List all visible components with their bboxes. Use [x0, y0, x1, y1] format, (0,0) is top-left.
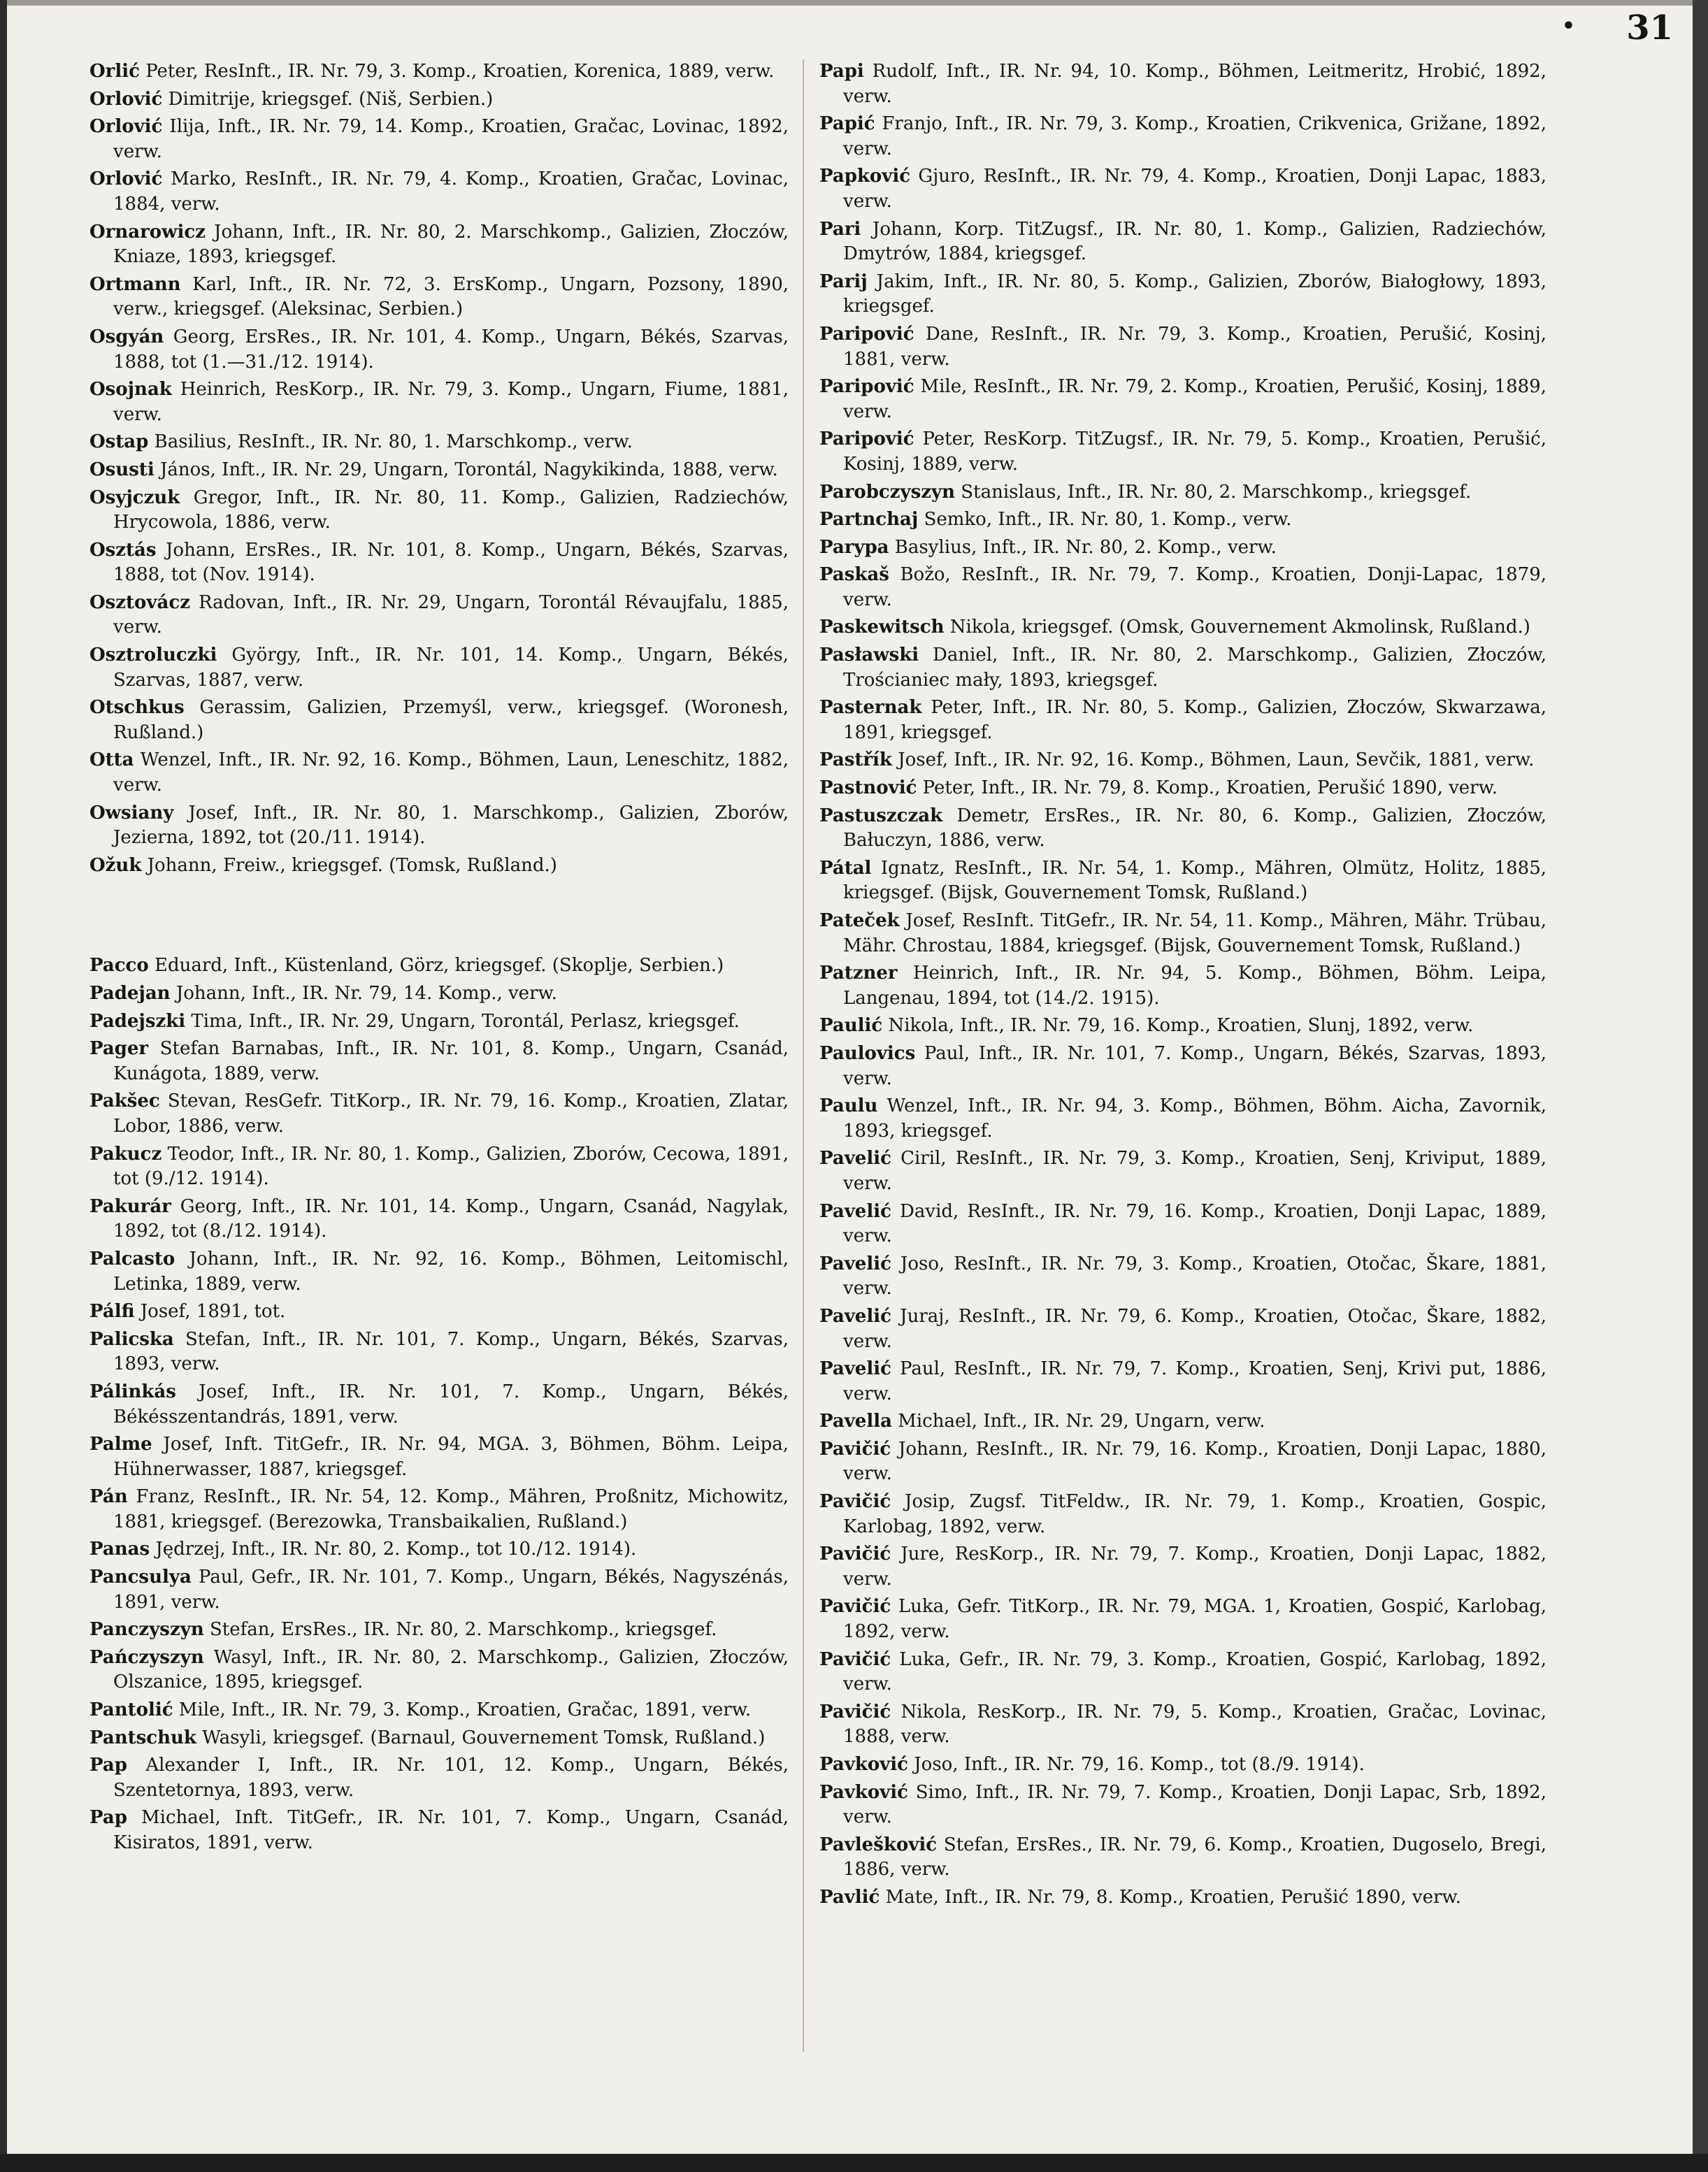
entry-surname: Pańczyszyn: [89, 1646, 204, 1668]
register-entry: [819, 322, 1546, 372]
entry-surname: Otta: [89, 749, 134, 771]
register-entry: [89, 538, 789, 588]
entry-details: Joso, ResInft., IR. Nr. 79, 3. Komp., Kroatien, Otočac, Škare, 1881, verw.: [843, 1253, 1546, 1300]
entry-surname: Padejan: [89, 983, 171, 1004]
entry-details: Georg, Inft., IR. Nr. 101, 14. Komp., Ungarn, Csanád, Nagylak, 1892, tot (8./12. 1914).: [113, 1195, 789, 1242]
register-entry: [89, 1698, 789, 1723]
register-entry: [89, 981, 789, 1007]
entry-details: Peter, Inft., IR. Nr. 80, 5. Komp., Galizien, Złoczów, Skwarzawa, 1891, kriegsgef.: [843, 697, 1546, 743]
entry-surname: Pari: [819, 218, 861, 240]
entry-surname: Pasternak: [819, 697, 922, 719]
entry-surname: Paripović: [819, 429, 914, 450]
entry-details: Johann, ResInft., IR. Nr. 79, 16. Komp., Kroatien, Donji Lapac, 1880, verw.: [843, 1438, 1546, 1485]
register-entry: [819, 1357, 1546, 1407]
page-mark: •: [1561, 14, 1575, 38]
entry-details: Stefan, ErsRes., IR. Nr. 79, 6. Komp., Kroatien, Dugoselo, Bregi, 1886, verw.: [843, 1834, 1546, 1880]
entry-details: Ciril, ResInft., IR. Nr. 79, 3. Komp., Kroatien, Senj, Kriviput, 1889, verw.: [843, 1148, 1546, 1194]
entry-surname: Pálinkás: [89, 1381, 176, 1402]
entry-surname: Osusti: [89, 459, 155, 480]
section-gap: [89, 881, 789, 954]
entry-surname: Pap: [89, 1807, 127, 1829]
entry-surname: Pavlić: [819, 1886, 880, 1908]
entry-details: Josef, Inft., IR. Nr. 80, 1. Marschkomp., Galizien, Zborów, Jezierna, 1892, tot (20./11. 1914).: [113, 802, 789, 849]
register-entry: [819, 563, 1546, 612]
register-entry: [819, 375, 1546, 424]
entry-surname: Papić: [819, 113, 875, 135]
register-entry: [89, 643, 789, 693]
entry-surname: Partnchaj: [819, 509, 919, 531]
entry-surname: Pavelić: [819, 1358, 891, 1380]
entry-surname: Panas: [89, 1539, 150, 1560]
register-entry: [89, 430, 789, 455]
entry-surname: Osyjczuk: [89, 487, 180, 508]
register-entry: [819, 427, 1546, 477]
register-entry: [819, 1042, 1546, 1091]
register-entry: [89, 1726, 789, 1751]
entry-details: Nikola, ResKorp., IR. Nr. 79, 5. Komp., Kroatien, Gračac, Lovinac, 1888, verw.: [843, 1701, 1546, 1748]
register-entry: [819, 217, 1546, 267]
register-entry: [819, 1200, 1546, 1249]
register-entry: [89, 1089, 789, 1139]
entries-group-o: [89, 59, 789, 878]
scan-edge-top: [0, 0, 1708, 6]
entry-surname: Pap: [89, 1755, 127, 1776]
entry-details: Stefan Barnabas, Inft., IR. Nr. 101, 8. Komp., Ungarn, Csanád, Kunágota, 1889, verw.: [113, 1038, 789, 1084]
entry-details: Luka, Gefr., IR. Nr. 79, 3. Komp., Kroatien, Gospić, Karlobag, 1892, verw.: [843, 1648, 1546, 1695]
entry-surname: Papković: [819, 166, 911, 187]
register-entry: [819, 1437, 1546, 1487]
register-entry: [89, 273, 789, 322]
register-entry: [819, 643, 1546, 693]
register-entry: [89, 1247, 789, 1297]
entry-details: Johann, Inft., IR. Nr. 80, 2. Marschkomp., Galizien, Złoczów, Kniaze, 1893, kriegsgef.: [113, 221, 789, 268]
entry-surname: Owsiany: [89, 802, 174, 824]
register-entry: [89, 1537, 789, 1562]
entry-details: Paul, ResInft., IR. Nr. 79, 7. Komp., Kroatien, Senj, Krivi put, 1886, verw.: [843, 1358, 1546, 1404]
entry-details: Michael, Inft. TitGefr., IR. Nr. 101, 7. Komp., Ungarn, Csanád, Kisiratos, 1891, verw.: [113, 1807, 789, 1853]
entry-surname: Pavičić: [819, 1701, 891, 1723]
register-entry: [819, 1833, 1546, 1883]
entry-surname: Orlović: [89, 168, 163, 190]
entry-surname: Pastuszczak: [819, 805, 943, 826]
entry-surname: Parobczyszyn: [819, 481, 956, 503]
column-divider: [803, 59, 804, 2052]
entry-details: Johann, Inft., IR. Nr. 79, 14. Komp., verw.: [170, 983, 557, 1004]
entry-surname: Pastnović: [819, 777, 917, 799]
entry-details: Jakim, Inft., IR. Nr. 80, 5. Komp., Galizien, Zborów, Białogłowy, 1893, kriegsgef.: [843, 271, 1546, 317]
entry-details: Peter, Inft., IR. Nr. 79, 8. Komp., Kroatien, Perušić 1890, verw.: [917, 777, 1498, 799]
entry-surname: Pakšec: [89, 1091, 160, 1112]
register-entry: [89, 1328, 789, 1377]
entry-details: Ignatz, ResInft., IR. Nr. 54, 1. Komp., Mähren, Olmütz, Holitz, 1885, kriegsgef. (Bijsk, Gouvernement Tomsk, Rußland.): [843, 857, 1546, 904]
entry-details: Marko, ResInft., IR. Nr. 79, 4. Komp., Kroatien, Gračac, Lovinac, 1884, verw.: [113, 168, 789, 215]
register-entry: [89, 1037, 789, 1086]
entry-surname: Pavičić: [819, 1438, 891, 1460]
entry-details: Stefan, ErsRes., IR. Nr. 80, 2. Marschkomp., kriegsgef.: [203, 1619, 717, 1641]
register-entry: [89, 1432, 789, 1482]
register-entry: [89, 87, 789, 113]
entry-surname: Pavelić: [819, 1305, 891, 1327]
entry-surname: Paskaš: [819, 564, 889, 586]
entry-details: Eduard, Inft., Küstenland, Görz, kriegsgef. (Skoplje, Serbien.): [148, 955, 724, 977]
left-column: [89, 59, 789, 1859]
register-entry: [89, 325, 789, 375]
entry-details: Josip, Zugsf. TitFeldw., IR. Nr. 79, 1. Komp., Kroatien, Gospic, Karlobag, 1892, verw.: [843, 1491, 1546, 1537]
entry-details: Heinrich, Inft., IR. Nr. 94, 5. Komp., Böhmen, Böhm. Leipa, Langenau, 1894, tot (14./2. 1915).: [843, 963, 1546, 1009]
entry-details: Wenzel, Inft., IR. Nr. 92, 16. Komp., Böhmen, Laun, Leneschitz, 1882, verw.: [113, 749, 789, 796]
entry-surname: Panczyszyn: [89, 1619, 204, 1641]
entry-surname: Pakurár: [89, 1195, 171, 1217]
entry-details: David, ResInft., IR. Nr. 79, 16. Komp., Kroatien, Donji Lapac, 1889, verw.: [843, 1200, 1546, 1247]
entry-details: Michael, Inft., IR. Nr. 29, Ungarn, verw.: [891, 1411, 1265, 1432]
entry-details: Rudolf, Inft., IR. Nr. 94, 10. Komp., Böhmen, Leitmeritz, Hrobić, 1892, verw.: [843, 61, 1546, 107]
entry-details: Basilius, ResInft., IR. Nr. 80, 1. Marschkomp., verw.: [148, 431, 633, 453]
entry-surname: Pavelić: [819, 1148, 891, 1170]
entry-details: Alexander I, Inft., IR. Nr. 101, 12. Komp., Ungarn, Békés, Szentetornya, 1893, verw.: [113, 1755, 789, 1801]
register-entry: [89, 1565, 789, 1615]
register-entry: [89, 486, 789, 535]
entry-surname: Patzner: [819, 963, 898, 984]
entry-surname: Parypa: [819, 536, 889, 558]
entry-surname: Pantschuk: [89, 1727, 196, 1748]
register-entry: [819, 1753, 1546, 1778]
entry-surname: Paulić: [819, 1015, 883, 1037]
register-entry: [89, 1009, 789, 1035]
entry-details: Daniel, Inft., IR. Nr. 80, 2. Marschkomp., Galizien, Złoczów, Trościaniec mały, 1893, kriegsgef.: [843, 645, 1546, 691]
entry-surname: Ortmann: [89, 273, 181, 295]
right-column: [819, 59, 1546, 1913]
entry-surname: Osgyán: [89, 326, 164, 347]
entry-details: Ilija, Inft., IR. Nr. 79, 14. Komp., Kroatien, Gračac, Lovinac, 1892, verw.: [113, 116, 789, 162]
entry-surname: Palcasto: [89, 1248, 175, 1270]
register-entry: [819, 856, 1546, 906]
register-entry: [819, 1490, 1546, 1539]
entry-details: György, Inft., IR. Nr. 101, 14. Komp., Ungarn, Békés, Szarvas, 1887, verw.: [113, 645, 789, 691]
entry-surname: Pavelić: [819, 1253, 891, 1274]
entry-details: Božo, ResInft., IR. Nr. 79, 7. Komp., Kroatien, Donji-Lapac, 1879, verw.: [843, 564, 1546, 610]
entry-details: János, Inft., IR. Nr. 29, Ungarn, Torontál, Nagykikinda, 1888, verw.: [154, 459, 778, 480]
register-entry: [89, 1753, 789, 1803]
register-entry: [819, 508, 1546, 533]
register-entry: [89, 1380, 789, 1430]
entry-surname: Pátal: [819, 857, 872, 879]
register-entry: [819, 748, 1546, 773]
entry-details: Jędrzej, Inft., IR. Nr. 80, 2. Komp., tot 10./12. 1914).: [150, 1539, 637, 1560]
entry-surname: Pager: [89, 1038, 149, 1060]
entry-details: Joso, Inft., IR. Nr. 79, 16. Komp., tot (8./9. 1914).: [907, 1754, 1365, 1775]
entry-surname: Otschkus: [89, 697, 185, 719]
register-entry: [89, 1300, 789, 1325]
entry-details: Gerassim, Galizien, Przemyśl, verw., kriegsgef. (Woronesh, Rußland.): [113, 697, 789, 743]
entry-surname: Orlić: [89, 61, 140, 82]
register-entry: [819, 804, 1546, 854]
entry-details: Stanislaus, Inft., IR. Nr. 80, 2. Marschkomp., kriegsgef.: [955, 481, 1472, 503]
entry-surname: Pavičić: [819, 1491, 891, 1513]
entry-surname: Ožuk: [89, 854, 142, 876]
entry-details: Johann, Inft., IR. Nr. 92, 16. Komp., Böhmen, Leitomischl, Letinka, 1889, verw.: [113, 1248, 789, 1295]
entry-details: Tima, Inft., IR. Nr. 29, Ungarn, Torontál, Perlasz, kriegsgef.: [185, 1010, 740, 1032]
register-entry: [89, 954, 789, 979]
entry-details: Mile, Inft., IR. Nr. 79, 3. Komp., Kroatien, Gračac, 1891, verw.: [173, 1699, 752, 1721]
entry-surname: Pastřík: [819, 749, 892, 771]
entry-surname: Pálfi: [89, 1301, 135, 1323]
register-entry: [819, 1542, 1546, 1592]
entry-details: Mate, Inft., IR. Nr. 79, 8. Komp., Kroatien, Perušić 1890, verw.: [880, 1886, 1461, 1908]
entry-details: Juraj, ResInft., IR. Nr. 79, 6. Komp., Kroatien, Otočac, Škare, 1882, verw.: [843, 1305, 1546, 1352]
entry-details: Dimitrije, kriegsgef. (Niš, Serbien.): [162, 88, 494, 110]
scan-edge-right: [1693, 0, 1708, 2172]
entry-surname: Pán: [89, 1486, 128, 1508]
entry-details: Demetr, ErsRes., IR. Nr. 80, 6. Komp., Galizien, Złoczów, Bałuczyn, 1886, verw.: [843, 805, 1546, 851]
register-entry: [819, 1595, 1546, 1644]
entry-details: Paul, Inft., IR. Nr. 101, 7. Komp., Ungarn, Békés, Szarvas, 1893, verw.: [843, 1042, 1546, 1089]
register-entry: [89, 59, 789, 85]
entry-details: Johann, Korp. TitZugsf., IR. Nr. 80, 1. Komp., Galizien, Radziechów, Dmytrów, 1884, kriegsgef.: [843, 218, 1546, 265]
register-entry: [819, 270, 1546, 319]
entry-details: Paul, Gefr., IR. Nr. 101, 7. Komp., Ungarn, Békés, Nagyszénás, 1891, verw.: [113, 1567, 789, 1613]
entry-details: Josef, ResInft. TitGefr., IR. Nr. 54, 11. Komp., Mähren, Mähr. Trübau, Mähr. Chrostau, 1884, kriegsgef. (Bijsk, Gouvernement Tomsk, Rußland.): [843, 910, 1546, 956]
entry-surname: Orlović: [89, 88, 163, 110]
entry-surname: Pavlešković: [819, 1834, 938, 1855]
register-entry: [89, 1195, 789, 1244]
entry-surname: Orlović: [89, 116, 163, 138]
entry-details: Luka, Gefr. TitKorp., IR. Nr. 79, MGA. 1, Kroatien, Gospić, Karlobag, 1892, verw.: [843, 1596, 1546, 1643]
register-entry: [819, 59, 1546, 109]
entry-surname: Pavković: [819, 1754, 908, 1775]
entry-details: Simo, Inft., IR. Nr. 79, 7. Komp., Kroatien, Donji Lapac, Srb, 1892, verw.: [843, 1781, 1546, 1828]
entry-surname: Osztás: [89, 539, 157, 561]
entry-surname: Pacco: [89, 955, 149, 977]
register-entry: [89, 748, 789, 798]
entry-details: Mile, ResInft., IR. Nr. 79, 2. Komp., Kroatien, Perušić, Kosinj, 1889, verw.: [843, 376, 1546, 422]
register-entry: [89, 1142, 789, 1192]
entry-details: Semko, Inft., IR. Nr. 80, 1. Komp., verw.: [918, 509, 1292, 531]
entry-details: Nikola, Inft., IR. Nr. 79, 16. Komp., Kroatien, Slunj, 1892, verw.: [882, 1015, 1474, 1037]
page-number: 31: [1626, 8, 1673, 48]
register-entry: [819, 1252, 1546, 1302]
register-entry: [89, 220, 789, 270]
register-entry: [89, 115, 789, 164]
entry-details: Karl, Inft., IR. Nr. 72, 3. ErsKomp., Ungarn, Pozsony, 1890, verw., kriegsgef. (Aleksinac, Serbien.): [113, 273, 789, 320]
scan-edge-bottom: [0, 2154, 1708, 2172]
entry-details: Peter, ResInft., IR. Nr. 79, 3. Komp., Kroatien, Korenica, 1889, verw.: [139, 61, 775, 82]
entry-details: Josef, Inft., IR. Nr. 101, 7. Komp., Ungarn, Békés, Békésszentandrás, 1891, verw.: [113, 1381, 789, 1427]
entry-details: Nikola, kriegsgef. (Omsk, Gouvernement Akmolinsk, Rußland.): [944, 617, 1530, 638]
entry-details: Teodor, Inft., IR. Nr. 80, 1. Komp., Galizien, Zborów, Cecowa, 1891, tot (9./12. 1914).: [113, 1143, 789, 1190]
entry-surname: Osztroluczki: [89, 645, 217, 666]
entry-surname: Paskewitsch: [819, 617, 945, 638]
entry-surname: Pancsulya: [89, 1567, 192, 1588]
entry-surname: Parij: [819, 271, 868, 292]
entry-details: Josef, 1891, tot.: [134, 1301, 286, 1323]
entry-surname: Paulovics: [819, 1042, 916, 1064]
entries-right: [819, 59, 1546, 1911]
register-entry: [819, 480, 1546, 505]
register-entry: [89, 377, 789, 427]
register-entry: [89, 1806, 789, 1855]
entry-details: Franjo, Inft., IR. Nr. 79, 3. Komp., Kroatien, Crikvenica, Grižane, 1892, verw.: [843, 113, 1546, 159]
entry-surname: Pavičić: [819, 1648, 891, 1670]
entry-details: Heinrich, ResKorp., IR. Nr. 79, 3. Komp., Ungarn, Fiume, 1881, verw.: [113, 379, 789, 425]
register-entry: [89, 458, 789, 483]
entry-details: Stefan, Inft., IR. Nr. 101, 7. Komp., Ungarn, Békés, Szarvas, 1893, verw.: [113, 1328, 789, 1375]
register-entry: [819, 535, 1546, 561]
register-entry: [89, 1646, 789, 1695]
entry-details: Dane, ResInft., IR. Nr. 79, 3. Komp., Kroatien, Perušić, Kosinj, 1881, verw.: [843, 323, 1546, 370]
register-entry: [89, 1485, 789, 1534]
entry-details: Gjuro, ResInft., IR. Nr. 79, 4. Komp., Kroatien, Donji Lapac, 1883, verw.: [843, 166, 1546, 212]
entry-details: Josef, Inft. TitGefr., IR. Nr. 94, MGA. 3, Böhmen, Böhm. Leipa, Hühnerwasser, 1887, kriegsgef.: [113, 1434, 789, 1480]
register-entry: [819, 961, 1546, 1011]
register-entry: [89, 854, 789, 879]
register-entry: [819, 1885, 1546, 1911]
entry-details: Peter, ResKorp. TitZugsf., IR. Nr. 79, 5. Komp., Kroatien, Perušić, Kosinj, 1889, verw.: [843, 429, 1546, 475]
register-entry: [819, 909, 1546, 958]
register-entry: [819, 1648, 1546, 1697]
register-entry: [819, 696, 1546, 745]
register-entry: [89, 591, 789, 640]
entry-surname: Pavella: [819, 1411, 892, 1432]
register-entry: [819, 1304, 1546, 1354]
entry-details: Johann, Freiw., kriegsgef. (Tomsk, Rußland.): [141, 854, 557, 876]
entry-surname: Pavičić: [819, 1544, 891, 1565]
scan-edge-left: [0, 0, 7, 2172]
entry-details: Wasyli, kriegsgef. (Barnaul, Gouvernement Tomsk, Rußland.): [196, 1727, 766, 1748]
register-entry: [819, 1014, 1546, 1039]
entry-details: Jure, ResKorp., IR. Nr. 79, 7. Komp., Kroatien, Donji Lapac, 1882, verw.: [843, 1544, 1546, 1590]
entry-details: Johann, ErsRes., IR. Nr. 101, 8. Komp., Ungarn, Békés, Szarvas, 1888, tot (Nov. 1914).: [113, 539, 789, 586]
entry-details: Gregor, Inft., IR. Nr. 80, 11. Komp., Galizien, Radziechów, Hrycowola, 1886, verw.: [113, 487, 789, 533]
entry-surname: Osojnak: [89, 379, 172, 401]
entry-details: Wenzel, Inft., IR. Nr. 94, 3. Komp., Böhmen, Böhm. Aicha, Zavornik, 1893, kriegsgef.: [843, 1095, 1546, 1142]
register-entry: [819, 164, 1546, 214]
entry-surname: Pavičić: [819, 1596, 891, 1618]
register-entry: [819, 776, 1546, 801]
entry-surname: Papi: [819, 61, 864, 82]
entry-surname: Pakucz: [89, 1143, 162, 1165]
entry-surname: Ornarowicz: [89, 221, 206, 243]
register-entry: [819, 1146, 1546, 1196]
entry-surname: Pantolić: [89, 1699, 173, 1721]
entry-surname: Pasławski: [819, 645, 919, 666]
entry-details: Wasyl, Inft., IR. Nr. 80, 2. Marschkomp., Galizien, Złoczów, Olszanice, 1895, kriegsgef.: [113, 1646, 789, 1693]
register-entry: [89, 801, 789, 851]
entry-surname: Paulu: [819, 1095, 878, 1117]
register-entry: [819, 615, 1546, 640]
entry-details: Josef, Inft., IR. Nr. 92, 16. Komp., Böhmen, Laun, Sevčik, 1881, verw.: [891, 749, 1535, 771]
entries-group-p: [89, 954, 789, 1855]
register-entry: [89, 696, 789, 745]
register-entry: [819, 112, 1546, 161]
entry-surname: Palme: [89, 1434, 152, 1455]
entry-surname: Osztovácz: [89, 591, 190, 613]
entry-surname: Padejszki: [89, 1010, 186, 1032]
entry-details: Radovan, Inft., IR. Nr. 29, Ungarn, Torontál Révaujfalu, 1885, verw.: [113, 591, 789, 638]
register-entry: [819, 1094, 1546, 1144]
entry-details: Stevan, ResGefr. TitKorp., IR. Nr. 79, 16. Komp., Kroatien, Zlatar, Lobor, 1886, verw.: [113, 1091, 789, 1137]
entry-surname: Pavelić: [819, 1200, 891, 1222]
entry-surname: Paripović: [819, 323, 914, 345]
entry-surname: Palicska: [89, 1328, 174, 1350]
entry-surname: Pateček: [819, 910, 900, 931]
register-entry: [89, 167, 789, 217]
entry-surname: Ostap: [89, 431, 149, 453]
register-entry: [819, 1700, 1546, 1750]
register-entry: [819, 1409, 1546, 1434]
entry-details: Franz, ResInft., IR. Nr. 54, 12. Komp., Mähren, Proßnitz, Michowitz, 1881, kriegsgef. (Berezowka, Transbaikalien, Rußland.): [113, 1486, 789, 1532]
entry-surname: Pavković: [819, 1781, 908, 1803]
entry-surname: Paripović: [819, 376, 914, 398]
register-entry: [819, 1781, 1546, 1830]
entry-details: Basylius, Inft., IR. Nr. 80, 2. Komp., verw.: [889, 536, 1277, 558]
entry-details: Georg, ErsRes., IR. Nr. 101, 4. Komp., Ungarn, Békés, Szarvas, 1888, tot (1.—31./12. 1914).: [113, 326, 789, 373]
register-entry: [89, 1618, 789, 1643]
